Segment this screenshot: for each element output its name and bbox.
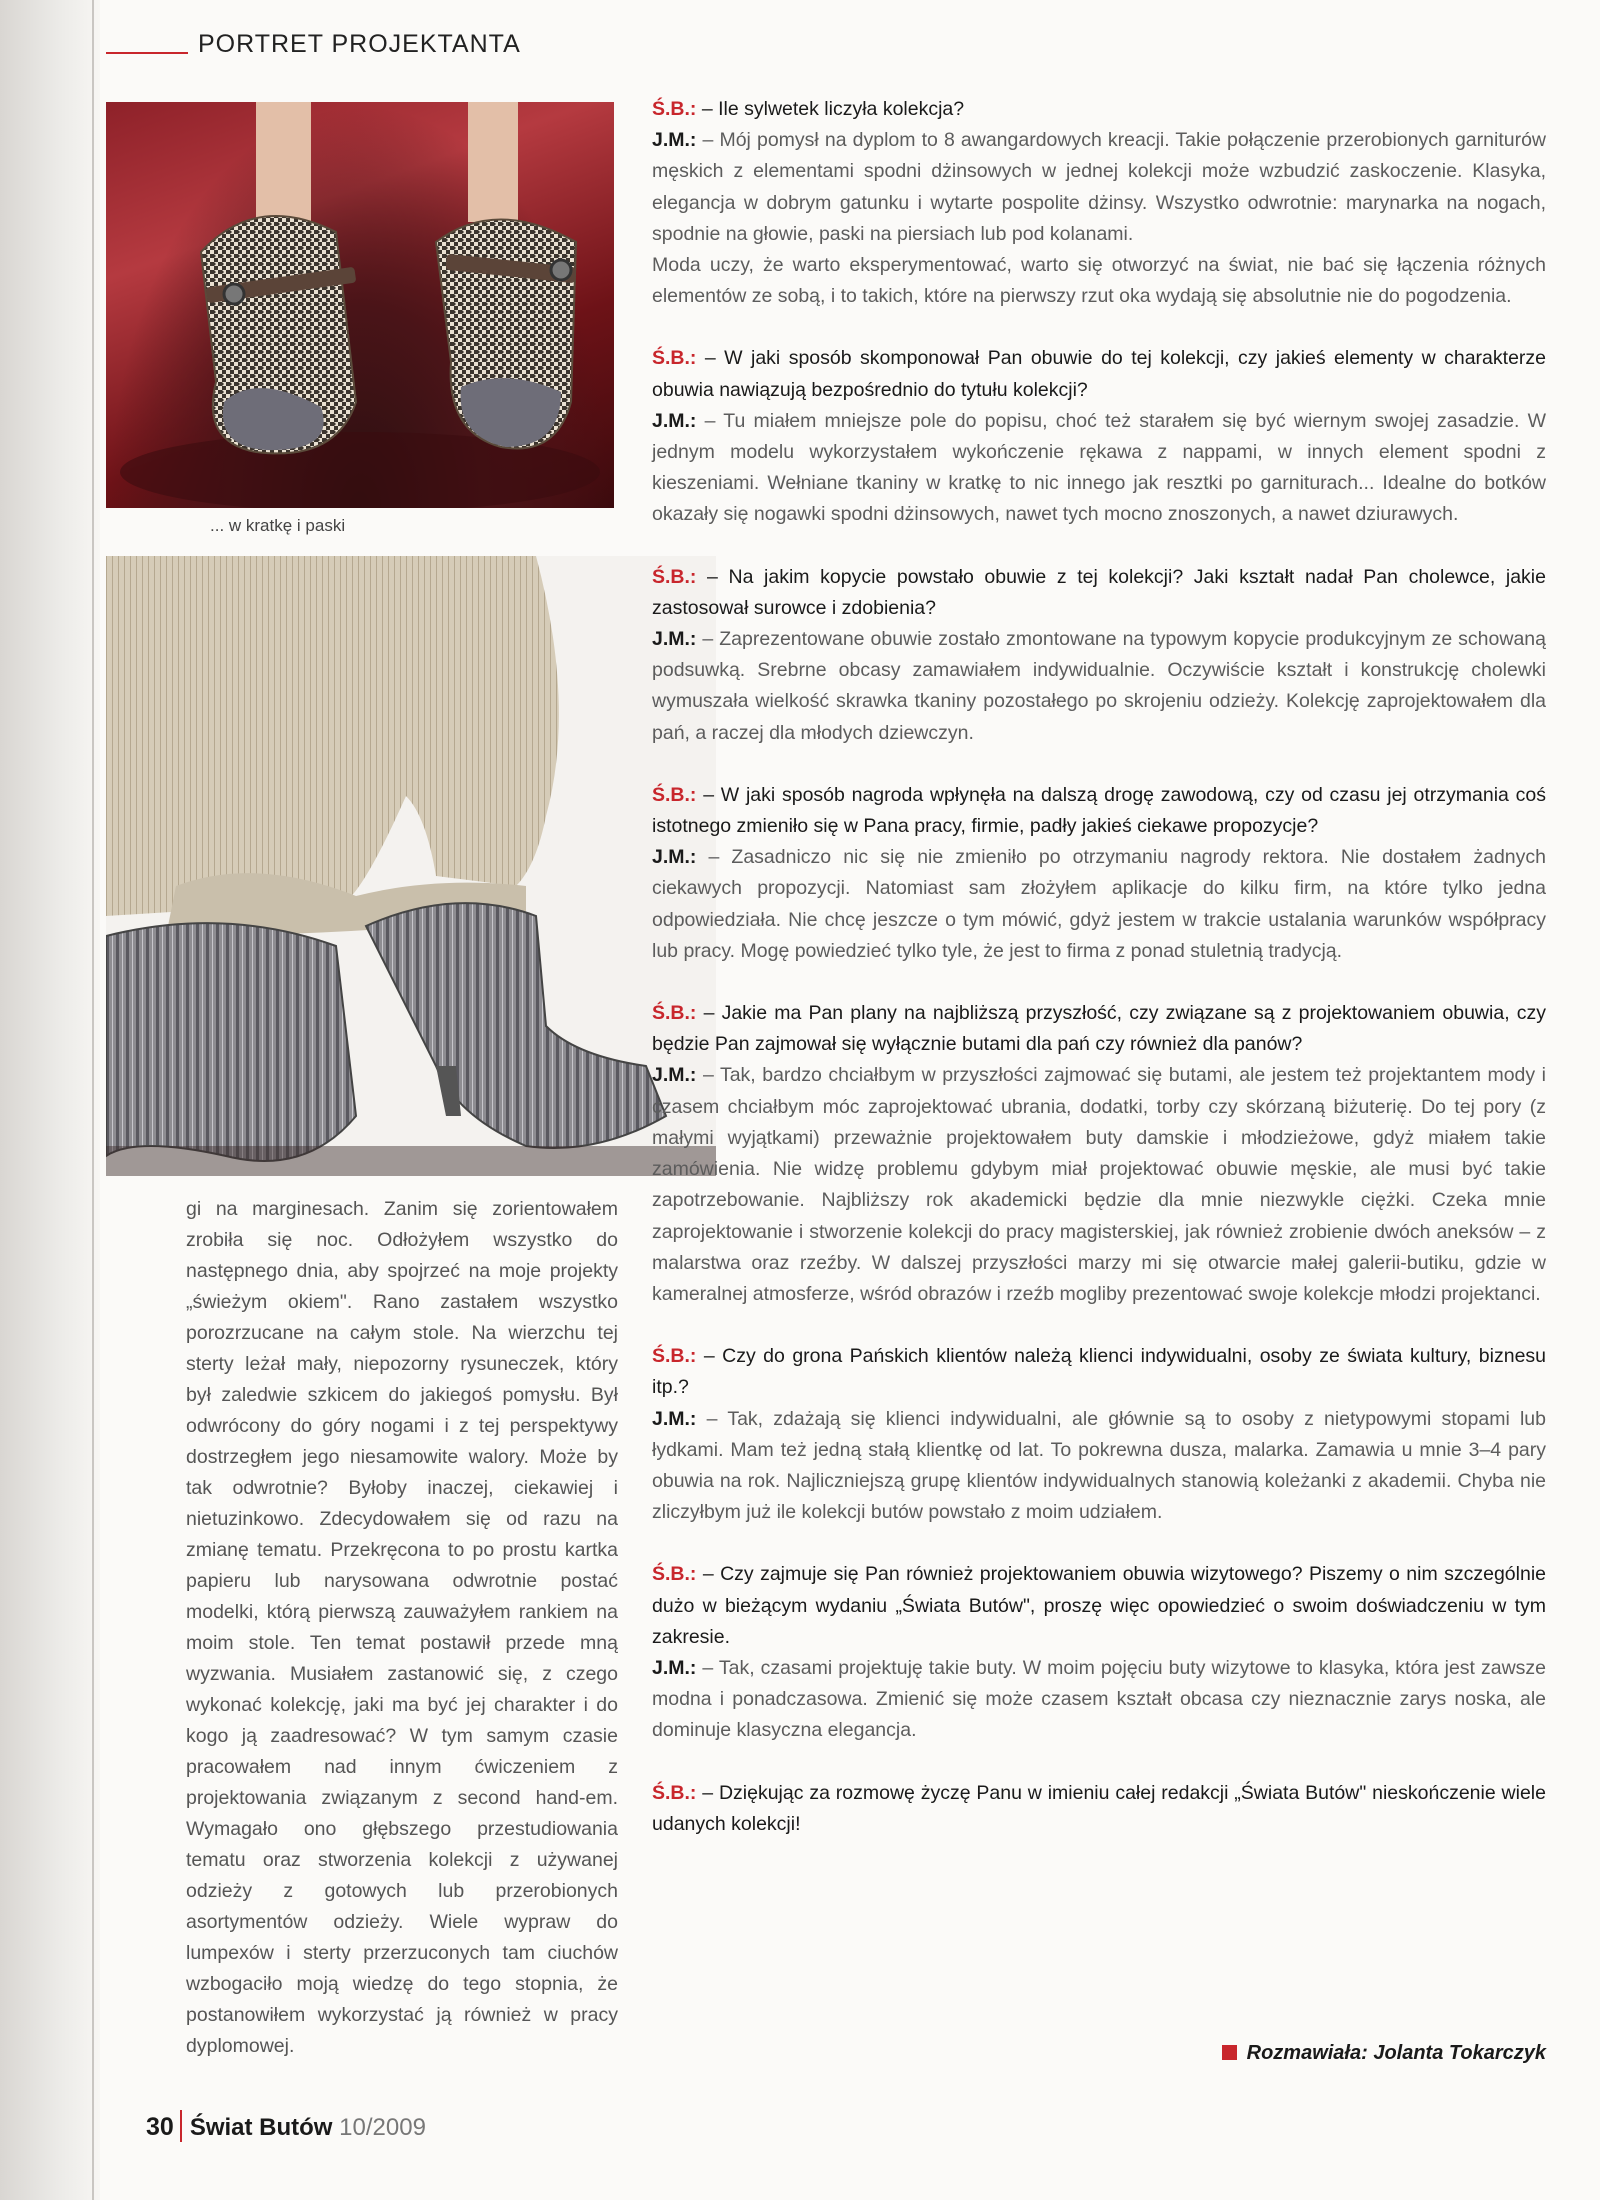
interviewer-label: Ś.B.:	[652, 783, 697, 806]
interviewee-label: J.M.:	[652, 1064, 697, 1087]
interviewee-label: J.M.:	[652, 628, 697, 651]
qa-block	[652, 1778, 1546, 1840]
interviewer-label: Ś.B.:	[652, 1781, 697, 1804]
question-text: – W jaki sposób skomponował Pan obuwie do tej kolekcji, czy jakieś elementy w charakterze obuwia nawiązują bezpośrednio do tytułu kolekcji?	[652, 347, 1546, 401]
answer-text: – Zasadniczo nic się nie zmieniło po otrzymaniu nagrody rektora. Nie dostałem żadnych ciekawych propozycji. Natomiast sam złożyłem aplikacje do kilku firm, na które tylko jedna odpowiedziała. Nie chcę jeszcze o tym mówić, gdyż jestem w trakcie ustalania warunków współpracy lub pracy. Mogę powiedzieć tylko tyle, że jest to firma z ponad stuletnią tradycją.	[652, 846, 1546, 962]
houndstooth-boots-illustration	[106, 102, 614, 508]
interviewer-label: Ś.B.:	[652, 98, 697, 120]
question-text: – Czy do grona Pańskich klientów należą klienci indywidualni, osoby ze świata kultury, biznesu itp.?	[652, 1345, 1547, 1399]
photo-houndstooth-boots	[106, 102, 614, 508]
issue-number: 10/2009	[339, 2114, 426, 2141]
qa-block	[652, 343, 1546, 530]
credit-marker	[1222, 2045, 1237, 2060]
question-text: – W jaki sposób nagroda wpłynęła na dalszą drogę zawodową, czy od czasu jej otrzymania coś istotnego zmieniło się w Pana pracy, firmie, padły jakieś ciekawe propozycje?	[652, 783, 1546, 838]
photo-caption: ... w kratkę i paski	[210, 516, 346, 535]
interviewee-label: J.M.:	[652, 409, 697, 432]
answer-text: – Tu miałem mniejsze pole do popisu, choć też starałem się być wiernym swojej zasadzie. W jednym modelu wykorzystałem wykończenie rękawa z nappami, w innych element spodni z kieszeniami. Wełniane tkaniny w kratkę to nic innego jak resztki po garniturach... Idealne do botków okazały się nogawki spodni dżinsowych, nawet tych mocno znoszonych, a nawet dziurawych.	[652, 409, 1547, 526]
question-text: – Jakie ma Pan plany na najbliższą przyszłość, czy związane są z projektowaniem obuwia, czy będzie Pan zajmował się wyłącznie butami dla pań czy również dla panów?	[652, 1002, 1546, 1056]
answer-text: – Tak, czasami projektuję takie buty. W moim pojęciu buty wizytowe to klasyka, która jest zawsze modna i ponadczasowa. Zmienić się może czasem kształt obcasa czy nieznacznie zarys noska, ale dominuje klasyczna elegancja.	[652, 1656, 1546, 1742]
qa-block	[652, 998, 1546, 1310]
qa-block	[652, 780, 1546, 967]
section-title: PORTRET PROJEKTANTA	[198, 30, 521, 58]
qa-block	[652, 94, 1546, 312]
interview-credit	[1222, 2042, 1546, 2065]
page-binding	[0, 0, 100, 2200]
interview-column	[652, 94, 1546, 1871]
left-text-column	[186, 1194, 618, 2062]
question-text: – Na jakim kopycie powstało obuwie z tej kolekcji? Jaki kształt nadał Pan cholewce, jakie zastosował surowce i zdobienia?	[652, 565, 1546, 619]
left-column-text: gi na marginesach. Zanim się zorientowałem zrobiła się noc. Odłożyłem wszystko do następnego dnia, aby spojrzeć na moje projekty „świeżym okiem". Rano zastałem wszystko porozrzucane na całym stole. Na wierzchu tej sterty leżał mały, niepozorny rysuneczek, który był zaledwie szkicem do jakiegoś pomysłu. Był odwrócony do góry nogami i z tej perspektywy dostrzegłem jego niesamowite walory. Może by tak odwrotnie? Byłoby inaczej, ciekawiej i nietuzinkowo. Zdecydowałem się od razu na zmianę tematu. Przekręcona to po prostu kartka papieru lub narysowana odwrotnie postać modelki, którą pierwszą zauważyłem rankiem na moim stole. Ten temat postawił przede mną wyzwania. Musiałem zastanowić się, z czego wykonać kolekcję, jaki ma być jej charakter i do kogo ją zaadresować? W tym samym czasie pracowałem nad innym ćwiczeniem z projektowania związanym z second hand-em. Wymagało ono głębszego przestudiowania tematu oraz stworzenia kolekcji z używanej odzieży z gotowych lub przerobionych asortymentów odzieży. Wiele wypraw do lumpexów i sterty przerzuconych tam ciuchów wzbogaciło moją wiedzę do tego stopnia, że postanowiłem wykorzystać ją również w pracy dyplomowej.	[186, 1198, 618, 2057]
interviewer-label: Ś.B.:	[652, 565, 697, 588]
question-text: – Dziękując za rozmowę życzę Panu w imieniu całej redakcji „Świata Butów" nieskończenie wiele udanych kolekcji!	[652, 1781, 1546, 1835]
qa-block	[652, 1559, 1546, 1746]
answer-text-continued: Moda uczy, że warto eksperymentować, warto się otworzyć na świat, nie bać się łączenia różnych elementów ze sobą, i to takich, które na pierwszy rzut oka wydają się absolutnie nie do pogodzenia.	[652, 254, 1546, 308]
interviewee-label: J.M.:	[652, 846, 697, 869]
answer-text: – Mój pomysł na dyplom to 8 awangardowych kreacji. Takie połączenie przerobionych garniturów męskich z elementami spodni dżinsowych w jednej kolekcji może wzbudzić zaskoczenie. Klasyka, elegancja w dobrym gatunku i wytarte pospolite dżinsy. Wszystko odwrotnie: marynarka na nogach, spodnie na głowie, paski na piersiach lub pod kolanami.	[652, 129, 1547, 245]
qa-block	[652, 562, 1546, 749]
interviewee-label: J.M.:	[652, 1407, 697, 1430]
credit-text: Rozmawiała: Jolanta Tokarczyk	[1246, 2042, 1546, 2064]
footer-divider	[180, 2110, 182, 2142]
question-text: – Czy zajmuje się Pan również projektowaniem obuwia wizytowego? Piszemy o nim szczególnie dużo w bieżącym wydaniu „Świata Butów", proszę więc opowiedzieć o swoim doświadczeniu w tym zakresie.	[652, 1563, 1546, 1648]
interviewer-label: Ś.B.:	[652, 347, 697, 370]
interviewer-label: Ś.B.:	[652, 1345, 697, 1368]
page-footer	[146, 2110, 426, 2142]
section-rule	[106, 52, 188, 54]
magazine-name: Świat Butów	[189, 2114, 333, 2141]
interviewer-label: Ś.B.:	[652, 1563, 697, 1586]
question-text: – Ile sylwetek liczyła kolekcja?	[701, 98, 965, 120]
qa-block	[652, 1341, 1546, 1528]
answer-text: – Zaprezentowane obuwie zostało zmontowane na typowym kopycie produkcyjnym ze schowaną podsuwką. Srebrne obcasy zamawiałem indywidualnie. Oczywiście kształt i konstrukcję cholewki wymuszała wielkość skrawka tkaniny pozostałego po skrojeniu odzieży. Kolekcję zaprojektowałem dla pań, a raczej dla młodych dziewczyn.	[652, 628, 1546, 744]
answer-text: – Tak, zdażają się klienci indywidualni, ale głównie są to osoby z nietypowymi stopami lub łydkami. Mam też jedną stałą klientkę od lat. To pokrewna dusza, malarka. Zamawia u mnie 3–4 pary obuwia na rok. Najliczniejszą grupę klientów indywidualnych stanowią koleżanki z akademii. Chyba nie zliczyłbym już ile kolekcji butów powstało z moim udziałem.	[652, 1407, 1546, 1524]
page-number: 30	[146, 2113, 174, 2141]
photo-striped-boots	[106, 556, 716, 1176]
striped-boots-illustration	[106, 556, 716, 1176]
interviewer-label: Ś.B.:	[652, 1002, 697, 1025]
interviewee-label: J.M.:	[652, 129, 697, 152]
interviewee-label: J.M.:	[652, 1656, 697, 1679]
answer-text: – Tak, bardzo chciałbym w przyszłości zajmować się butami, ale jestem też projektantem mody i czasem chciałbym móc zaprojektować ubrania, dodatki, torby czy skórzaną biżuterię. Do tej pory (z małymi wyjątkami) przeważnie projektowałem buty damskie i młodzieżowe, gdyż miałem takie zamówienia. Nie widzę problemu gdybym miał projektować obuwie męskie, ale musi być takie zapotrzebowanie. Najbliższy rok akademicki będzie dla mnie niezwykle ciężki. Czeka mnie zaprojektowanie i stworzenie kolekcji do pracy magisterskiej, jak również zrobienie dwóch aneksów – z malarstwa oraz rzeźby. W dalszej przyszłości marzy mi się otwarcie małej galerii-butiku, gdzie w kameralnej atmosferze, wśród obrazów i rzeźb mogliby prezentować swoje kolekcje młodzi projektanci.	[652, 1064, 1546, 1305]
